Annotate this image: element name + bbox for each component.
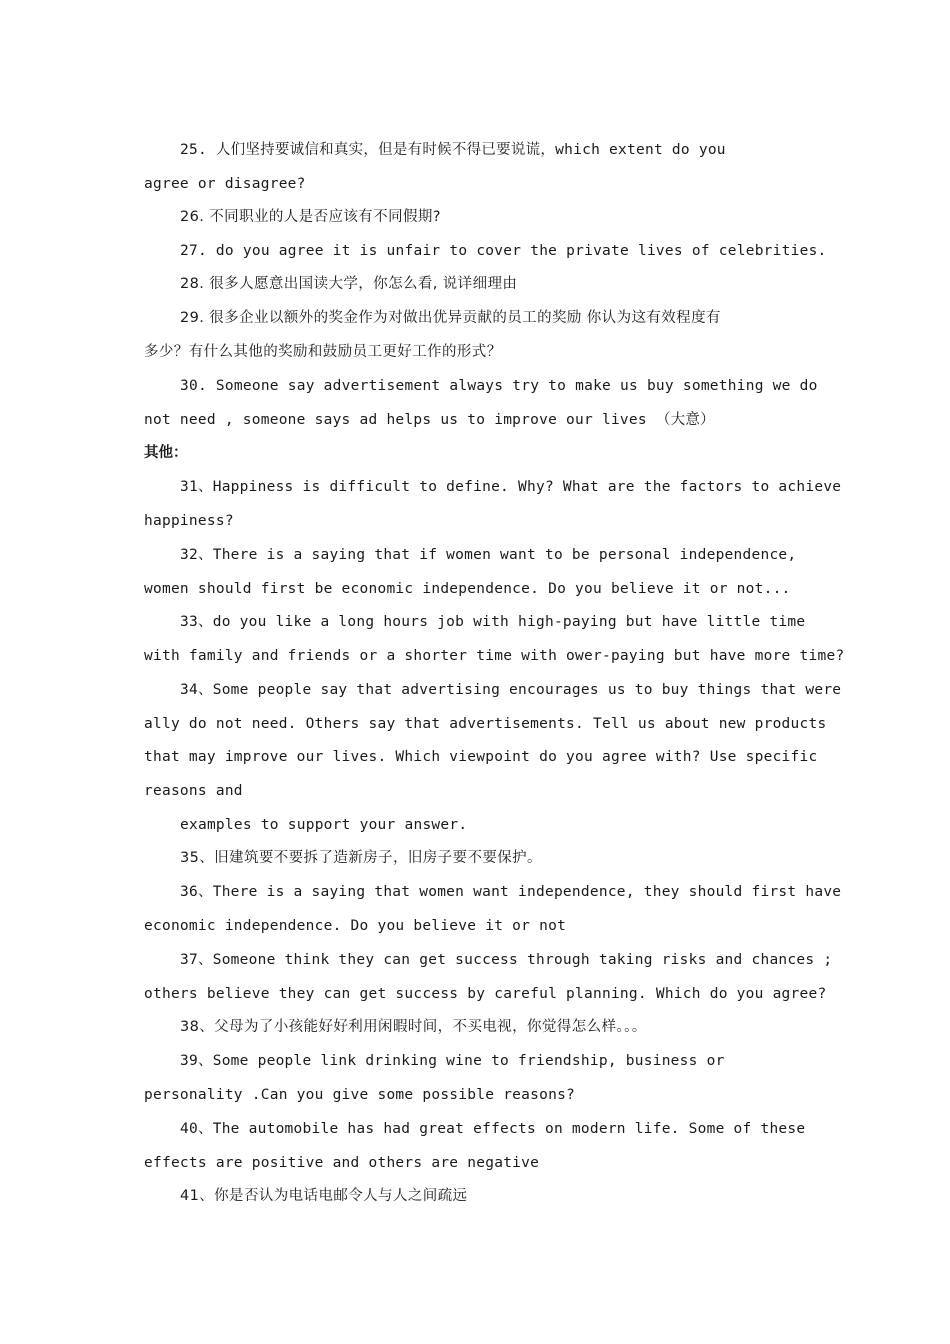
question-34-line-1: 34、Some people say that advertising encourages us to buy things that were — [180, 682, 842, 698]
question-26: 26. 不同职业的人是否应该有不同假期? — [180, 209, 441, 225]
question-34-line-2: ally do not need. Others say that advertisements. Tell us about new products — [144, 716, 827, 732]
question-32-line-1: 32、There is a saying that if women want to be personal independence, — [180, 547, 797, 563]
question-32-line-2: women should first be economic independence. Do you believe it or not... — [144, 581, 791, 597]
question-36-line-1: 36、There is a saying that women want independence, they should first have — [180, 884, 842, 900]
question-41: 41、你是否认为电话电邮令人与人之间疏远 — [180, 1188, 468, 1204]
question-37-line-1: 37、Someone think they can get success through taking risks and chances ; — [180, 952, 833, 968]
question-29-line-1: 29. 很多企业以额外的奖金作为对做出优异贡献的员工的奖励 你认为这有效程度有 — [180, 310, 721, 326]
question-36-line-2: economic independence. Do you believe it or not — [144, 918, 567, 934]
question-25-line-1: 25. 人们坚持要诚信和真实，但是有时候不得已要说谎，which extent do you — [180, 142, 726, 158]
question-39-line-2: personality .Can you give some possible reasons? — [144, 1087, 576, 1103]
question-28: 28. 很多人愿意出国读大学，你怎么看, 说详细理由 — [180, 276, 518, 292]
question-34-line-4: reasons and — [144, 783, 243, 799]
question-33-line-1: 33、do you like a long hours job with high-paying but have little time — [180, 614, 806, 630]
question-29-line-2: 多少？有什么其他的奖励和鼓励员工更好工作的形式？ — [144, 344, 502, 360]
question-34-line-5: examples to support your answer. — [180, 817, 468, 833]
question-39-line-1: 39、Some people link drinking wine to friendship, business or — [180, 1053, 725, 1069]
question-34-line-3: that may improve our lives. Which viewpoint do you agree with? Use specific — [144, 749, 818, 765]
question-37-line-2: others believe they can get success by careful planning. Which do you agree? — [144, 986, 827, 1002]
question-27: 27. do you agree it is unfair to cover the private lives of celebrities. — [180, 243, 827, 259]
question-30-line-2: not need , someone says ad helps us to improve our lives （大意） — [144, 412, 715, 428]
question-30-line-1: 30. Someone say advertisement always try to make us buy something we do — [180, 378, 818, 394]
question-40-line-2: effects are positive and others are negative — [144, 1155, 540, 1171]
question-38: 38、父母为了小孩能好好利用闲暇时间，不买电视，你觉得怎么样。。。 — [180, 1019, 647, 1035]
question-31-line-2: happiness? — [144, 513, 234, 529]
question-33-line-2: with family and friends or a shorter time with ower-paying but have more time? — [144, 648, 845, 664]
question-31-line-1: 31、Happiness is difficult to define. Why? What are the factors to achieve — [180, 479, 842, 495]
section-heading-other: 其他： — [144, 445, 188, 461]
question-40-line-1: 40、The automobile has had great effects on modern life. Some of these — [180, 1121, 806, 1137]
question-35: 35、旧建筑要不要拆了造新房子，旧房子要不要保护。 — [180, 850, 542, 866]
question-25-line-2: agree or disagree? — [144, 176, 306, 192]
